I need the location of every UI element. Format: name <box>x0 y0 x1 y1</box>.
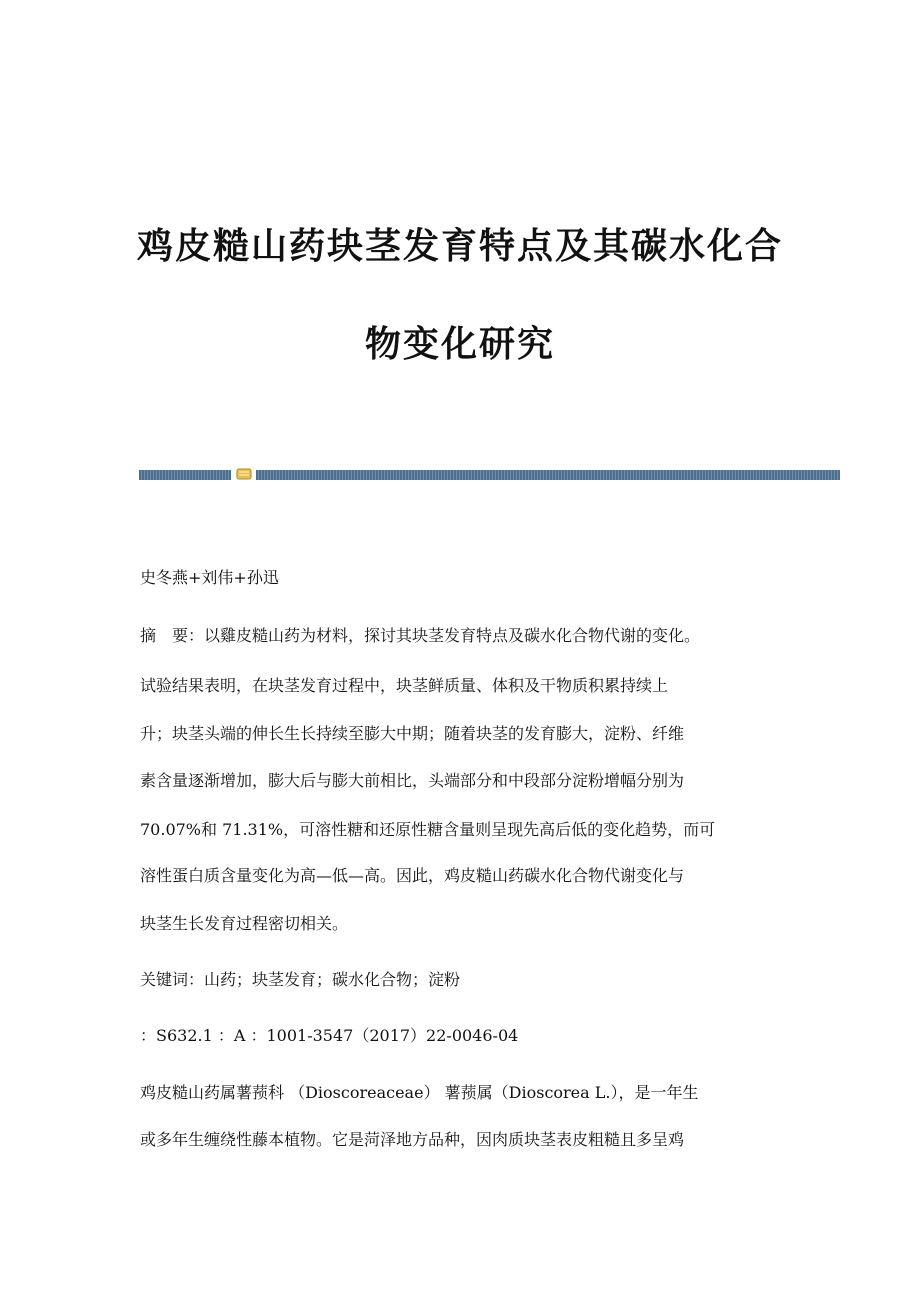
intro-paragraph-line: 鸡皮糙山药属薯蓣科 （Dioscoreaceae） 薯蓣属（Dioscorea L.），是一年生 <box>140 1083 699 1102</box>
keywords: 关键词：山药；块茎发育；碳水化合物；淀粉 <box>140 970 461 989</box>
title-divider-left <box>139 470 231 480</box>
abstract-line: 70.07%和 71.31%，可溶性糖和还原性糖含量则呈现先高后低的变化趋势，而可 <box>140 820 716 839</box>
divider-ornament-icon <box>236 467 252 481</box>
abstract-line: 摘 要：以雞皮糙山药为材料，探讨其块茎发育特点及碳水化合物代谢的变化。 <box>140 626 701 645</box>
title-divider-right <box>256 470 840 480</box>
abstract-line: 溶性蛋白质含量变化为高—低—高。因此，鸡皮糙山药碳水化合物代谢变化与 <box>140 866 685 885</box>
authors: 史冬燕+刘伟+孙迅 <box>140 568 279 587</box>
intro-paragraph-line: 或多年生缠绕性藤本植物。它是菏泽地方品种，因肉质块茎表皮粗糙且多呈鸡 <box>140 1130 685 1149</box>
classification-numbers: ：S632.1 ：A ：1001-3547（2017）22-0046-04 <box>140 1026 519 1045</box>
abstract-line: 试验结果表明，在块茎发育过程中，块茎鲜质量、体积及干物质积累持续上 <box>140 676 669 695</box>
abstract-line: 块茎生长发育过程密切相关。 <box>140 914 349 933</box>
paper-title-line-1: 鸡皮糙山药块茎发育特点及其碳水化合 <box>136 226 783 267</box>
paper-title-line-2: 物变化研究 <box>364 324 555 365</box>
abstract-line: 素含量逐渐增加，膨大后与膨大前相比，头端部分和中段部分淀粉增幅分别为 <box>140 771 685 790</box>
abstract-line: 升；块茎头端的伸长生长持续至膨大中期；随着块茎的发育膨大，淀粉、纤维 <box>140 724 685 743</box>
